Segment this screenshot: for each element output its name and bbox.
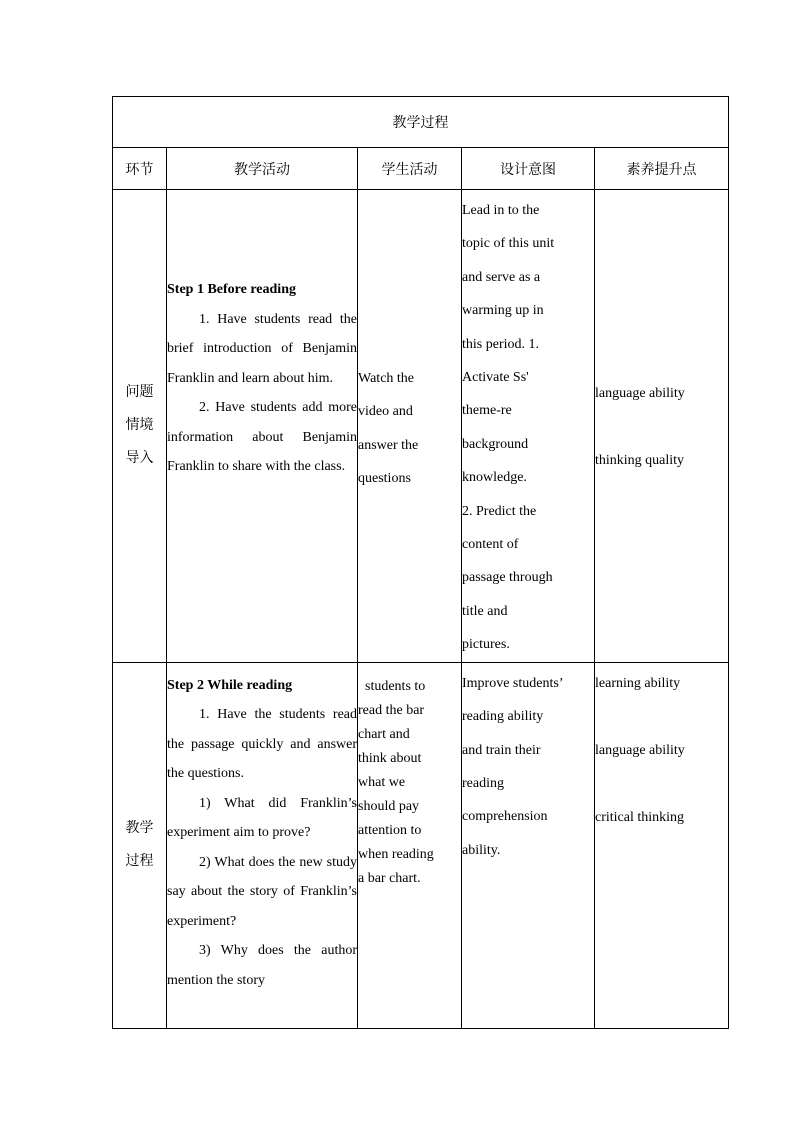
text-line: a bar chart. (358, 870, 421, 886)
header-literacy-points: 素养提升点 (595, 148, 729, 190)
text-line: content of (462, 537, 519, 553)
stage-line: 教学 (125, 820, 154, 837)
teaching-process-table (112, 96, 729, 1029)
table-title: 教学过程 (113, 97, 729, 148)
table-row (113, 190, 729, 663)
text-line: when reading (358, 846, 434, 862)
text-line: passage through (462, 570, 553, 586)
text-line: reading ability (462, 709, 544, 725)
literacy-item: learning ability (595, 675, 681, 691)
activity-item: 1. Have the students read the passage quickly and answer the questions. (167, 707, 357, 782)
text-line: warming up in (462, 303, 544, 319)
student-activity-cell (358, 662, 462, 1028)
text-line: Improve students’ (462, 675, 564, 691)
literacy-item: language ability (595, 386, 685, 401)
design-intent-cell (462, 190, 595, 663)
text-line: knowledge. (462, 470, 527, 486)
activity-item: 2) What does the new study say about the story of Franklin’s experiment? (167, 854, 357, 929)
literacy-item: language ability (595, 742, 685, 758)
design-intent-cell (462, 662, 595, 1028)
text-line: video and (358, 404, 413, 420)
text-line: think about (358, 750, 422, 766)
activity-item: 3) Why does the author mention the story (167, 943, 357, 988)
literacy-cell (595, 662, 729, 1028)
literacy-cell (595, 190, 729, 663)
stage-line: 导入 (125, 450, 154, 467)
stage-cell (113, 662, 167, 1028)
text-line: Lead in to the (462, 203, 540, 218)
text-line: reading (462, 775, 504, 791)
activity-item: 2. Have students add more information about Benjamin Franklin to share with the class. (167, 400, 357, 474)
text-line: what we (358, 774, 406, 790)
text-line: attention to (358, 822, 422, 838)
teaching-activity-cell (167, 662, 358, 1028)
step-heading: Step 1 Before reading (167, 282, 296, 297)
stage-line: 过程 (125, 853, 154, 870)
text-line: theme-re (462, 403, 512, 419)
text-line: chart and (358, 726, 410, 742)
text-line: questions (358, 471, 411, 487)
stage-line: 问题 (125, 384, 154, 401)
stage-line: 情境 (125, 417, 154, 434)
text-line: pictures. (462, 637, 510, 653)
text-line: Activate Ss' (462, 370, 529, 386)
teaching-activity-cell (167, 190, 358, 663)
text-line: this period. 1. (462, 336, 539, 352)
student-activity-cell (358, 190, 462, 663)
header-student-activity: 学生活动 (358, 148, 462, 190)
text-line: ability. (462, 842, 501, 858)
header-teaching-activity: 教学活动 (167, 148, 358, 190)
text-line: Watch the (358, 371, 415, 386)
step-heading: Step 2 While reading (167, 677, 293, 693)
header-design-intent: 设计意图 (462, 148, 595, 190)
text-line: answer the (358, 437, 419, 453)
literacy-item: thinking quality (595, 453, 685, 468)
text-line: 2. Predict the (462, 503, 537, 519)
stage-cell (113, 190, 167, 663)
text-line: topic of this unit (462, 236, 555, 252)
text-line: background (462, 436, 529, 452)
text-line: should pay (358, 798, 420, 814)
table-row (113, 662, 729, 1028)
header-stage: 环节 (113, 148, 167, 190)
text-line: and train their (462, 742, 541, 758)
literacy-item: critical thinking (595, 809, 685, 825)
text-line: read the bar (358, 702, 425, 718)
text-line: students to (365, 678, 426, 694)
text-line: comprehension (462, 809, 548, 825)
text-line: and serve as a (462, 269, 541, 285)
text-line: title and (462, 603, 508, 619)
activity-item: 1. Have students read the brief introduction of Benjamin Franklin and learn about him. (167, 311, 357, 386)
activity-item: 1) What did Franklin’s experiment aim to prove? (167, 795, 357, 841)
